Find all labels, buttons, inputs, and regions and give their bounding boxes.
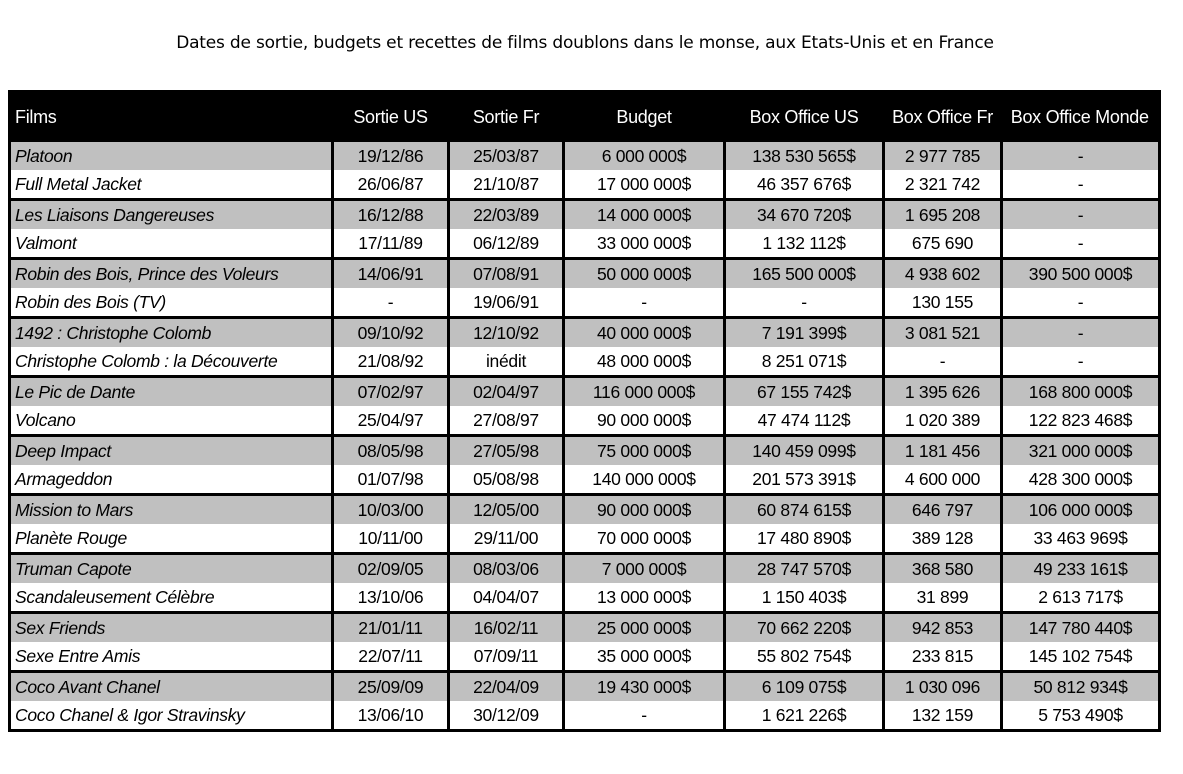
table-row xyxy=(10,142,1160,170)
cell-box-office-fr: 31 899 xyxy=(884,583,1002,613)
table-row xyxy=(10,554,1160,584)
cell-box-office-us: 1 621 226$ xyxy=(725,701,884,731)
cell-budget: 70 000 000$ xyxy=(564,524,725,554)
cell-box-office-us: 70 662 220$ xyxy=(725,613,884,643)
cell-box-office-fr: 130 155 xyxy=(884,288,1002,318)
cell-budget: 33 000 000$ xyxy=(564,229,725,259)
cell-budget: - xyxy=(564,701,725,731)
cell-box-office-fr: 1 181 456 xyxy=(884,436,1002,466)
cell-budget: 17 000 000$ xyxy=(564,170,725,200)
cell-box-office-fr: 3 081 521 xyxy=(884,318,1002,348)
cell-box-office-us: 8 251 071$ xyxy=(725,347,884,377)
cell-box-office-fr: 132 159 xyxy=(884,701,1002,731)
cell-box-office-fr: 942 853 xyxy=(884,613,1002,643)
table-row xyxy=(10,495,1160,525)
table-row xyxy=(10,288,1160,318)
table-row xyxy=(10,583,1160,613)
cell-sortie-us: 10/03/00 xyxy=(333,495,449,525)
header-sortie-fr: Sortie Fr xyxy=(449,92,564,143)
header-box-office-us: Box Office US xyxy=(725,92,884,143)
cell-budget: 35 000 000$ xyxy=(564,642,725,672)
cell-box-office-us: - xyxy=(725,288,884,318)
cell-budget: 6 000 000$ xyxy=(564,142,725,170)
header-sortie-us: Sortie US xyxy=(333,92,449,143)
cell-box-office-us: 7 191 399$ xyxy=(725,318,884,348)
cell-box-office-fr: 1 020 389 xyxy=(884,406,1002,436)
cell-sortie-fr: 22/03/89 xyxy=(449,200,564,230)
cell-box-office-fr: 389 128 xyxy=(884,524,1002,554)
cell-sortie-fr: 05/08/98 xyxy=(449,465,564,495)
cell-box-office-monde: 33 463 969$ xyxy=(1002,524,1160,554)
cell-sortie-fr: 12/10/92 xyxy=(449,318,564,348)
cell-film-title: Coco Chanel & Igor Stravinsky xyxy=(10,701,333,731)
cell-box-office-us: 47 474 112$ xyxy=(725,406,884,436)
cell-film-title: Deep Impact xyxy=(10,436,333,466)
cell-box-office-us: 34 670 720$ xyxy=(725,200,884,230)
cell-sortie-fr: 22/04/09 xyxy=(449,672,564,702)
cell-box-office-fr: 2 321 742 xyxy=(884,170,1002,200)
cell-film-title: Sexe Entre Amis xyxy=(10,642,333,672)
cell-sortie-fr: 02/04/97 xyxy=(449,377,564,407)
cell-box-office-monde: - xyxy=(1002,318,1160,348)
cell-box-office-fr: - xyxy=(884,347,1002,377)
table-row xyxy=(10,642,1160,672)
films-table xyxy=(8,90,1161,732)
table-row xyxy=(10,200,1160,230)
cell-sortie-fr: 29/11/00 xyxy=(449,524,564,554)
cell-box-office-monde: 168 800 000$ xyxy=(1002,377,1160,407)
cell-box-office-monde: 2 613 717$ xyxy=(1002,583,1160,613)
cell-budget: 25 000 000$ xyxy=(564,613,725,643)
cell-box-office-us: 165 500 000$ xyxy=(725,259,884,289)
cell-box-office-us: 28 747 570$ xyxy=(725,554,884,584)
cell-box-office-fr: 1 695 208 xyxy=(884,200,1002,230)
cell-sortie-fr: 27/08/97 xyxy=(449,406,564,436)
cell-box-office-fr: 2 977 785 xyxy=(884,142,1002,170)
cell-film-title: Le Pic de Dante xyxy=(10,377,333,407)
cell-sortie-fr: 27/05/98 xyxy=(449,436,564,466)
cell-budget: 75 000 000$ xyxy=(564,436,725,466)
cell-film-title: Volcano xyxy=(10,406,333,436)
cell-box-office-fr: 646 797 xyxy=(884,495,1002,525)
cell-sortie-fr: 25/03/87 xyxy=(449,142,564,170)
cell-box-office-monde: - xyxy=(1002,200,1160,230)
cell-sortie-us: 07/02/97 xyxy=(333,377,449,407)
cell-sortie-us: 02/09/05 xyxy=(333,554,449,584)
cell-sortie-us: 08/05/98 xyxy=(333,436,449,466)
table-row xyxy=(10,229,1160,259)
table-row xyxy=(10,347,1160,377)
cell-box-office-monde: - xyxy=(1002,347,1160,377)
cell-box-office-monde: 106 000 000$ xyxy=(1002,495,1160,525)
cell-box-office-monde: 321 000 000$ xyxy=(1002,436,1160,466)
cell-sortie-us: - xyxy=(333,288,449,318)
cell-budget: 116 000 000$ xyxy=(564,377,725,407)
cell-film-title: Valmont xyxy=(10,229,333,259)
cell-sortie-fr: 06/12/89 xyxy=(449,229,564,259)
cell-box-office-us: 6 109 075$ xyxy=(725,672,884,702)
cell-budget: 7 000 000$ xyxy=(564,554,725,584)
cell-box-office-fr: 4 938 602 xyxy=(884,259,1002,289)
cell-sortie-fr: 08/03/06 xyxy=(449,554,564,584)
table-row xyxy=(10,701,1160,731)
cell-film-title: Mission to Mars xyxy=(10,495,333,525)
cell-film-title: Platoon xyxy=(10,142,333,170)
cell-sortie-us: 14/06/91 xyxy=(333,259,449,289)
cell-sortie-us: 21/01/11 xyxy=(333,613,449,643)
cell-box-office-fr: 4 600 000 xyxy=(884,465,1002,495)
cell-sortie-us: 19/12/86 xyxy=(333,142,449,170)
cell-film-title: Full Metal Jacket xyxy=(10,170,333,200)
cell-box-office-fr: 368 580 xyxy=(884,554,1002,584)
cell-box-office-monde: 147 780 440$ xyxy=(1002,613,1160,643)
cell-budget: 90 000 000$ xyxy=(564,495,725,525)
cell-sortie-us: 13/06/10 xyxy=(333,701,449,731)
cell-sortie-fr: inédit xyxy=(449,347,564,377)
cell-budget: - xyxy=(564,288,725,318)
cell-box-office-fr: 1 395 626 xyxy=(884,377,1002,407)
cell-box-office-us: 1 132 112$ xyxy=(725,229,884,259)
cell-budget: 50 000 000$ xyxy=(564,259,725,289)
cell-box-office-fr: 675 690 xyxy=(884,229,1002,259)
cell-box-office-monde: - xyxy=(1002,288,1160,318)
cell-film-title: Christophe Colomb : la Découverte xyxy=(10,347,333,377)
cell-film-title: Truman Capote xyxy=(10,554,333,584)
cell-box-office-monde: 5 753 490$ xyxy=(1002,701,1160,731)
cell-sortie-us: 25/09/09 xyxy=(333,672,449,702)
cell-film-title: Armageddon xyxy=(10,465,333,495)
header-box-office-monde: Box Office Monde xyxy=(1002,92,1160,143)
table-row xyxy=(10,613,1160,643)
cell-sortie-us: 22/07/11 xyxy=(333,642,449,672)
cell-budget: 19 430 000$ xyxy=(564,672,725,702)
cell-box-office-us: 201 573 391$ xyxy=(725,465,884,495)
cell-box-office-us: 55 802 754$ xyxy=(725,642,884,672)
cell-budget: 140 000 000$ xyxy=(564,465,725,495)
cell-box-office-us: 140 459 099$ xyxy=(725,436,884,466)
cell-box-office-monde: 122 823 468$ xyxy=(1002,406,1160,436)
cell-box-office-us: 17 480 890$ xyxy=(725,524,884,554)
cell-box-office-monde: - xyxy=(1002,142,1160,170)
table-title: Dates de sortie, budgets et recettes de films doublons dans le monse, aux Etats-Unis et en France xyxy=(176,33,994,53)
table-row xyxy=(10,170,1160,200)
cell-box-office-fr: 1 030 096 xyxy=(884,672,1002,702)
cell-box-office-us: 46 357 676$ xyxy=(725,170,884,200)
cell-box-office-monde: 390 500 000$ xyxy=(1002,259,1160,289)
cell-film-title: Scandaleusement Célèbre xyxy=(10,583,333,613)
cell-film-title: Les Liaisons Dangereuses xyxy=(10,200,333,230)
cell-box-office-fr: 233 815 xyxy=(884,642,1002,672)
cell-film-title: Sex Friends xyxy=(10,613,333,643)
header-films: Films xyxy=(10,92,333,143)
cell-sortie-fr: 04/04/07 xyxy=(449,583,564,613)
cell-box-office-monde: 145 102 754$ xyxy=(1002,642,1160,672)
cell-sortie-fr: 12/05/00 xyxy=(449,495,564,525)
cell-budget: 48 000 000$ xyxy=(564,347,725,377)
cell-sortie-fr: 30/12/09 xyxy=(449,701,564,731)
cell-film-title: Planète Rouge xyxy=(10,524,333,554)
cell-sortie-us: 09/10/92 xyxy=(333,318,449,348)
cell-box-office-monde: - xyxy=(1002,229,1160,259)
cell-sortie-us: 01/07/98 xyxy=(333,465,449,495)
table-body xyxy=(10,142,1160,731)
table-header xyxy=(10,92,1160,143)
cell-sortie-us: 21/08/92 xyxy=(333,347,449,377)
cell-budget: 40 000 000$ xyxy=(564,318,725,348)
cell-box-office-us: 60 874 615$ xyxy=(725,495,884,525)
cell-budget: 13 000 000$ xyxy=(564,583,725,613)
cell-film-title: Robin des Bois (TV) xyxy=(10,288,333,318)
cell-sortie-us: 25/04/97 xyxy=(333,406,449,436)
cell-box-office-us: 67 155 742$ xyxy=(725,377,884,407)
cell-sortie-us: 13/10/06 xyxy=(333,583,449,613)
cell-sortie-us: 17/11/89 xyxy=(333,229,449,259)
table-row xyxy=(10,436,1160,466)
cell-box-office-monde: 50 812 934$ xyxy=(1002,672,1160,702)
table-row xyxy=(10,318,1160,348)
cell-box-office-us: 1 150 403$ xyxy=(725,583,884,613)
cell-sortie-fr: 07/09/11 xyxy=(449,642,564,672)
cell-budget: 14 000 000$ xyxy=(564,200,725,230)
table-row xyxy=(10,377,1160,407)
cell-box-office-monde: 49 233 161$ xyxy=(1002,554,1160,584)
header-row xyxy=(10,92,1160,143)
cell-sortie-fr: 07/08/91 xyxy=(449,259,564,289)
cell-box-office-us: 138 530 565$ xyxy=(725,142,884,170)
table-row xyxy=(10,465,1160,495)
header-budget: Budget xyxy=(564,92,725,143)
cell-budget: 90 000 000$ xyxy=(564,406,725,436)
cell-sortie-fr: 16/02/11 xyxy=(449,613,564,643)
cell-sortie-fr: 19/06/91 xyxy=(449,288,564,318)
cell-sortie-us: 16/12/88 xyxy=(333,200,449,230)
table-row xyxy=(10,259,1160,289)
cell-film-title: Coco Avant Chanel xyxy=(10,672,333,702)
cell-box-office-monde: - xyxy=(1002,170,1160,200)
cell-film-title: 1492 : Christophe Colomb xyxy=(10,318,333,348)
table-row xyxy=(10,406,1160,436)
cell-sortie-us: 26/06/87 xyxy=(333,170,449,200)
table-row xyxy=(10,524,1160,554)
header-box-office-fr: Box Office Fr xyxy=(884,92,1002,143)
cell-sortie-fr: 21/10/87 xyxy=(449,170,564,200)
table-row xyxy=(10,672,1160,702)
cell-film-title: Robin des Bois, Prince des Voleurs xyxy=(10,259,333,289)
cell-box-office-monde: 428 300 000$ xyxy=(1002,465,1160,495)
cell-sortie-us: 10/11/00 xyxy=(333,524,449,554)
